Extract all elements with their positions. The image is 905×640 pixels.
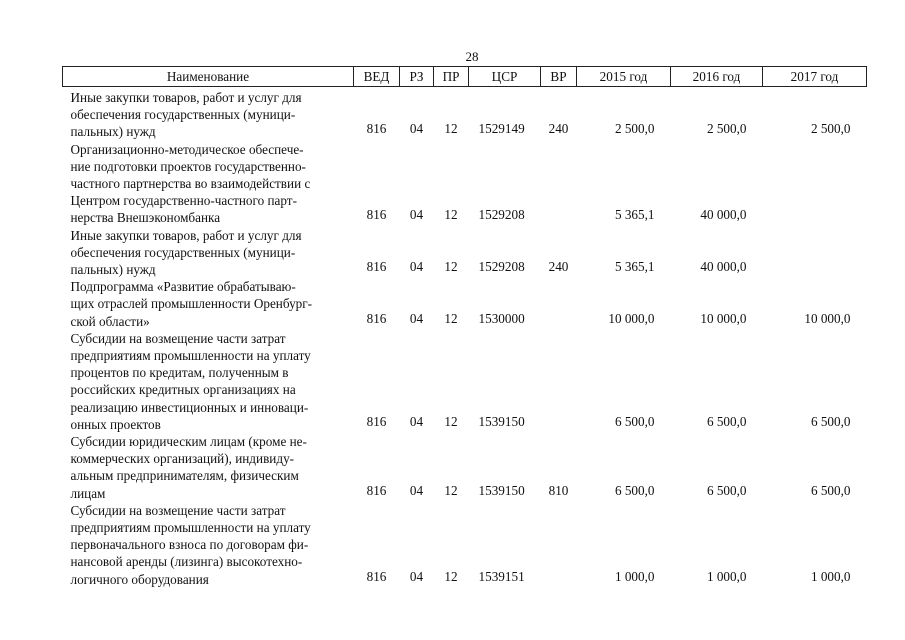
row-name-line: нансовой аренды (лизинга) высокотехно-: [70, 554, 303, 570]
row-amount-2017: 6 500,0: [810, 413, 851, 429]
row-vr: [541, 502, 577, 588]
row-name-line: ние подготовки проектов государственно-: [70, 158, 306, 174]
header-2016: 2016 год: [671, 67, 763, 87]
row-pr: 12: [444, 482, 458, 498]
header-vr: ВР: [541, 67, 577, 87]
row-amount-2015: 10 000,0: [608, 310, 655, 326]
row-vr: [541, 330, 577, 433]
header-csr: ЦСР: [469, 67, 541, 87]
row-name-line: логичного оборудования: [70, 571, 209, 587]
row-amount-2017: 2 500,0: [810, 121, 851, 137]
row-amount-2016: 1 000,0: [706, 568, 747, 584]
row-name-line: частного партнерства во взаимодействии с: [70, 176, 311, 192]
row-ved: 816: [366, 259, 387, 275]
row-csr: 1529208: [478, 207, 525, 223]
table-row: [63, 433, 867, 502]
row-name: [63, 502, 354, 588]
row-ved: 816: [366, 482, 387, 498]
row-pr: 12: [444, 121, 458, 137]
row-amount-2017: 10 000,0: [804, 310, 851, 326]
row-vr: [541, 141, 577, 227]
row-name-line: Субсидии юридическим лицам (кроме не-: [70, 434, 307, 450]
row-pr: 12: [444, 259, 458, 275]
row-ved: 816: [366, 121, 387, 137]
row-pr: 12: [444, 310, 458, 326]
row-name-line: первоначального взноса по договорам фи-: [70, 537, 309, 553]
row-amount-2017: 1 000,0: [810, 568, 851, 584]
row-name-line: обеспечения государственных (муници-: [70, 107, 296, 123]
row-amount-2016: 40 000,0: [700, 259, 747, 275]
row-csr: 1539150: [478, 482, 525, 498]
row-name-line: Субсидии на возмещение части затрат: [70, 502, 286, 518]
table-header-row: [63, 67, 867, 87]
row-amount-2015: 5 365,1: [614, 259, 655, 275]
row-amount-2016: 6 500,0: [706, 482, 747, 498]
row-csr: 1530000: [478, 310, 525, 326]
row-amount-2015: 1 000,0: [614, 568, 655, 584]
row-name-line: пальных) нужд: [70, 124, 156, 140]
row-amount-2017: 6 500,0: [810, 482, 851, 498]
row-name: [63, 330, 354, 433]
row-name-line: Подпрограмма «Развитие обрабатываю-: [70, 279, 296, 295]
table-row: [63, 141, 867, 227]
row-csr: 1539150: [478, 413, 525, 429]
row-name-line: лицам: [70, 485, 106, 501]
header-2017: 2017 год: [763, 67, 867, 87]
row-amount-2016: 2 500,0: [706, 121, 747, 137]
row-pr: 12: [444, 568, 458, 584]
row-name-line: Иные закупки товаров, работ и услуг для: [70, 90, 302, 105]
table-row: [63, 502, 867, 588]
row-rz: 04: [409, 310, 424, 326]
row-name-line: процентов по кредитам, полученным в: [70, 365, 289, 381]
table-row: [63, 330, 867, 433]
row-amount-2016: 10 000,0: [700, 310, 747, 326]
row-amount-2015: 5 365,1: [614, 207, 655, 223]
row-amount-2016: 6 500,0: [706, 413, 747, 429]
row-ved: 816: [366, 310, 387, 326]
row-name-line: онных проектов: [70, 416, 161, 432]
row-name-line: предприятиям промышленности на уплату: [70, 348, 311, 364]
row-rz: 04: [409, 259, 424, 275]
header-2015: 2015 год: [577, 67, 671, 87]
row-amount-2015: 6 500,0: [614, 482, 655, 498]
row-pr: 12: [444, 413, 458, 429]
row-amount-2016: 40 000,0: [700, 207, 747, 223]
row-rz: 04: [409, 482, 424, 498]
row-name-line: реализацию инвестиционных и инноваци-: [70, 399, 309, 415]
row-pr: 12: [444, 207, 458, 223]
row-name-line: альным предпринимателям, физическим: [70, 468, 299, 484]
row-name-line: Иные закупки товаров, работ и услуг для: [70, 227, 302, 243]
row-vr: 240: [548, 259, 569, 275]
row-name: [63, 87, 354, 141]
row-csr: 1539151: [478, 568, 525, 584]
table-row: [63, 278, 867, 330]
row-name-line: щих отраслей промышленности Оренбург-: [70, 296, 313, 312]
row-amount-2015: 2 500,0: [614, 121, 655, 137]
row-name-line: ской области»: [70, 313, 150, 329]
row-name-line: обеспечения государственных (муници-: [70, 244, 296, 260]
row-ved: 816: [366, 413, 387, 429]
row-name-line: Субсидии на возмещение части затрат: [70, 330, 286, 346]
page-number: 28: [465, 49, 479, 64]
row-name: [63, 227, 354, 279]
row-vr: 240: [548, 121, 569, 137]
row-name: [63, 141, 354, 227]
row-name: [63, 433, 354, 502]
row-rz: 04: [409, 121, 424, 137]
row-name-line: нерства Внешэкономбанка: [70, 210, 221, 226]
row-ved: 816: [366, 207, 387, 223]
row-vr: 810: [548, 482, 569, 498]
row-name-line: пальных) нужд: [70, 262, 156, 278]
header-rz: РЗ: [400, 67, 434, 87]
row-name-line: Организационно-методическое обеспече-: [70, 141, 304, 157]
row-amount-2015: 6 500,0: [614, 413, 655, 429]
row-name-line: предприятиям промышленности на уплату: [70, 520, 311, 536]
row-amount-2017: [763, 227, 867, 279]
header-ved: ВЕД: [354, 67, 400, 87]
budget-table: [62, 66, 867, 588]
row-ved: 816: [366, 568, 387, 584]
row-vr: [541, 278, 577, 330]
row-csr: 1529149: [478, 121, 525, 137]
row-name-line: Центром государственно-частного парт-: [70, 193, 297, 209]
row-name-line: российских кредитных организациях на: [70, 382, 296, 398]
row-name-line: коммерческих организаций), индивиду-: [70, 451, 295, 467]
table-body: [63, 87, 867, 588]
row-rz: 04: [409, 568, 424, 584]
header-pr: ПР: [434, 67, 469, 87]
table-row: [63, 227, 867, 279]
header-name: Наименование: [63, 67, 354, 87]
row-name: [63, 278, 354, 330]
row-amount-2017: [763, 141, 867, 227]
row-rz: 04: [409, 207, 424, 223]
table-row: [63, 87, 867, 141]
row-csr: 1529208: [478, 259, 525, 275]
row-rz: 04: [409, 413, 424, 429]
